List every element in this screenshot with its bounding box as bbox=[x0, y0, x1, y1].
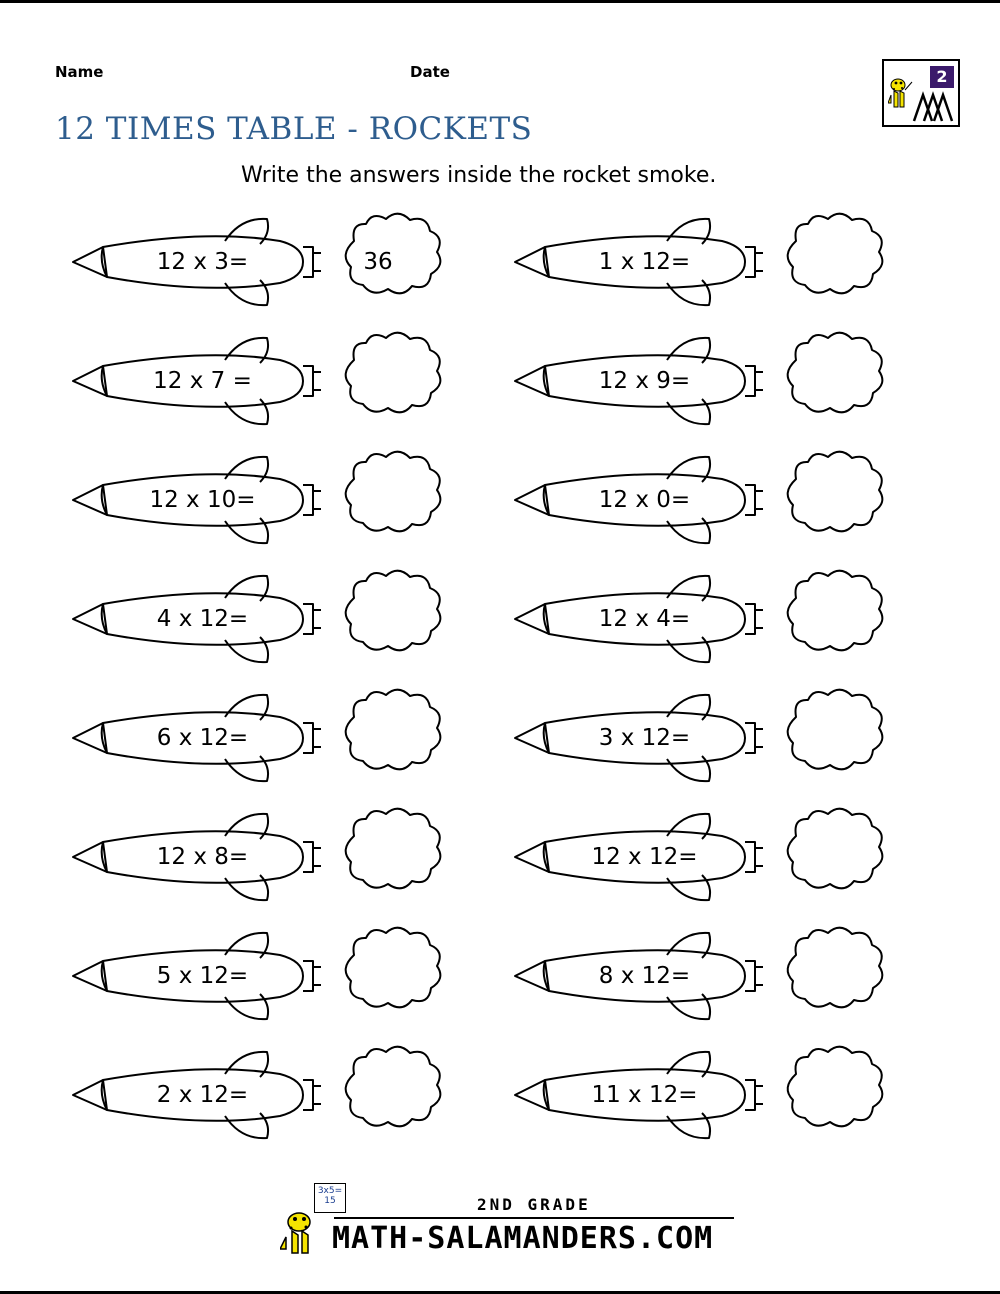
question-text: 12 x 3= bbox=[156, 249, 249, 275]
question-text: 12 x 10= bbox=[149, 487, 256, 513]
problem-row bbox=[55, 798, 445, 917]
instructions: Write the answers inside the rocket smoke. bbox=[241, 163, 717, 188]
badge-line-1: 3x5= bbox=[317, 1186, 343, 1196]
problem-row bbox=[55, 560, 445, 679]
question-text: 8 x 12= bbox=[598, 963, 691, 989]
mm-monogram-icon bbox=[912, 89, 956, 123]
problem-row bbox=[497, 203, 887, 322]
math-salamanders-logo bbox=[882, 59, 960, 127]
date-label: Date bbox=[410, 63, 450, 81]
question-text: 12 x 9= bbox=[598, 368, 691, 394]
question-text: 2 x 12= bbox=[156, 1082, 249, 1108]
question-text: 6 x 12= bbox=[156, 725, 249, 751]
problem-row bbox=[55, 917, 445, 1036]
times-table-badge bbox=[314, 1183, 346, 1213]
question-text: 12 x 12= bbox=[591, 844, 698, 870]
problem-row bbox=[497, 917, 887, 1036]
question-text: 5 x 12= bbox=[156, 963, 249, 989]
footer-divider bbox=[334, 1217, 734, 1219]
salamander-icon bbox=[280, 1205, 328, 1261]
problem-row bbox=[497, 560, 887, 679]
salamander-icon bbox=[888, 73, 914, 115]
problem-row bbox=[497, 798, 887, 917]
site-url: MATH-SALAMANDERS.COM bbox=[332, 1221, 714, 1256]
name-label: Name bbox=[55, 63, 104, 81]
problem-row bbox=[497, 679, 887, 798]
footer bbox=[0, 1177, 1000, 1267]
question-text: 12 x 7 = bbox=[153, 368, 252, 394]
problem-row bbox=[497, 322, 887, 441]
grade-label: 2ND GRADE bbox=[477, 1195, 591, 1214]
problem-row bbox=[55, 203, 445, 322]
problem-row bbox=[497, 1036, 887, 1155]
problems-column-right bbox=[497, 203, 887, 1155]
problem-row bbox=[497, 441, 887, 560]
question-text: 4 x 12= bbox=[156, 606, 249, 632]
question-text: 12 x 8= bbox=[156, 844, 249, 870]
page-title: 12 TIMES TABLE - ROCKETS bbox=[55, 111, 533, 147]
problem-row bbox=[55, 1036, 445, 1155]
answer-field[interactable]: 36 bbox=[363, 249, 393, 275]
problem-row bbox=[55, 441, 445, 560]
question-text: 12 x 4= bbox=[598, 606, 691, 632]
badge-line-2: 15 bbox=[324, 1196, 336, 1206]
question-text: 12 x 0= bbox=[598, 487, 691, 513]
grade-number-badge: 2 bbox=[930, 66, 954, 88]
problem-row bbox=[55, 322, 445, 441]
problems-column-left bbox=[55, 203, 445, 1155]
question-text: 3 x 12= bbox=[598, 725, 691, 751]
problem-row bbox=[55, 679, 445, 798]
question-text: 11 x 12= bbox=[591, 1082, 698, 1108]
question-text: 1 x 12= bbox=[598, 249, 691, 275]
